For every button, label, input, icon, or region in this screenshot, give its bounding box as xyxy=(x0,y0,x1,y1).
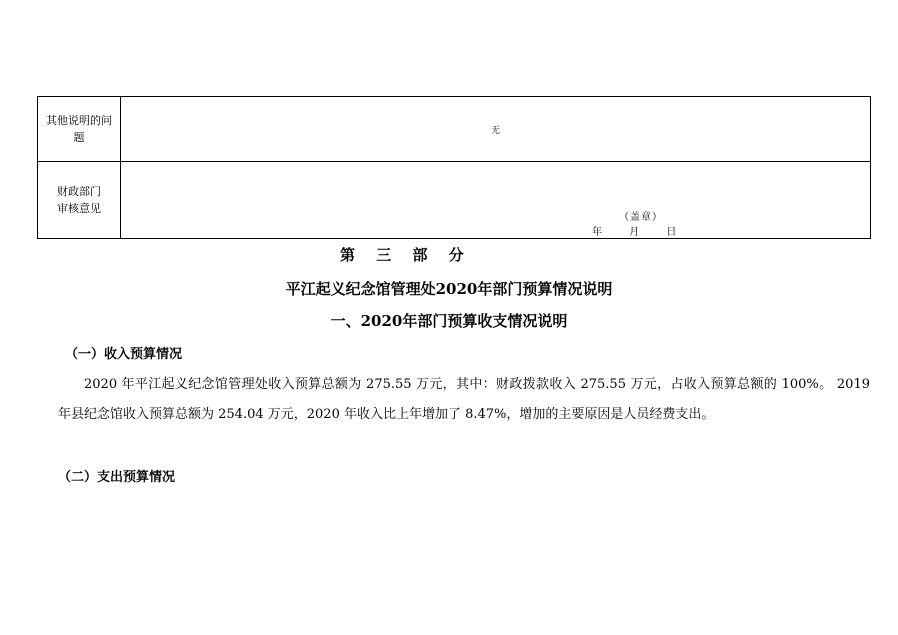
date-day: 日 xyxy=(666,227,677,238)
date-month: 月 xyxy=(629,227,640,238)
table-row-finance-review xyxy=(38,162,871,239)
income-paragraph: 2020 年平江起义纪念馆管理处收入预算总额为 275.55 万元，其中：财政拨款收入 275.55 万元，占收入预算总额的 100%。 2019 年县纪念馆收入预算总额为 254.04 万元，2020 年收入比上年增加了 8.47%，增加的主要原因是人员经费支出。 xyxy=(58,377,870,422)
finance-review-label xyxy=(38,162,121,239)
page-title: 平江起义纪念馆管理处2020年部门预算情况说明 xyxy=(285,280,613,298)
other-notes-label-text: 其他说明的问题 xyxy=(46,114,112,144)
seal-text: （盖章） xyxy=(619,212,663,223)
finance-review-value xyxy=(121,162,871,239)
other-notes-value: 无 xyxy=(121,97,871,162)
expense-heading: （二）支出预算情况 xyxy=(58,470,176,485)
part-heading: 第 三 部 分 xyxy=(340,246,472,264)
finance-review-label-line1: 财政部门 xyxy=(57,185,101,198)
table-row-other-notes xyxy=(38,97,871,162)
review-table xyxy=(37,96,871,239)
income-heading: （一）收入预算情况 xyxy=(65,347,183,362)
section-subtitle: 一、2020年部门预算收支情况说明 xyxy=(330,312,568,330)
finance-review-label-line2: 审核意见 xyxy=(57,202,101,215)
other-notes-label xyxy=(38,97,121,162)
date-year: 年 xyxy=(592,227,602,238)
